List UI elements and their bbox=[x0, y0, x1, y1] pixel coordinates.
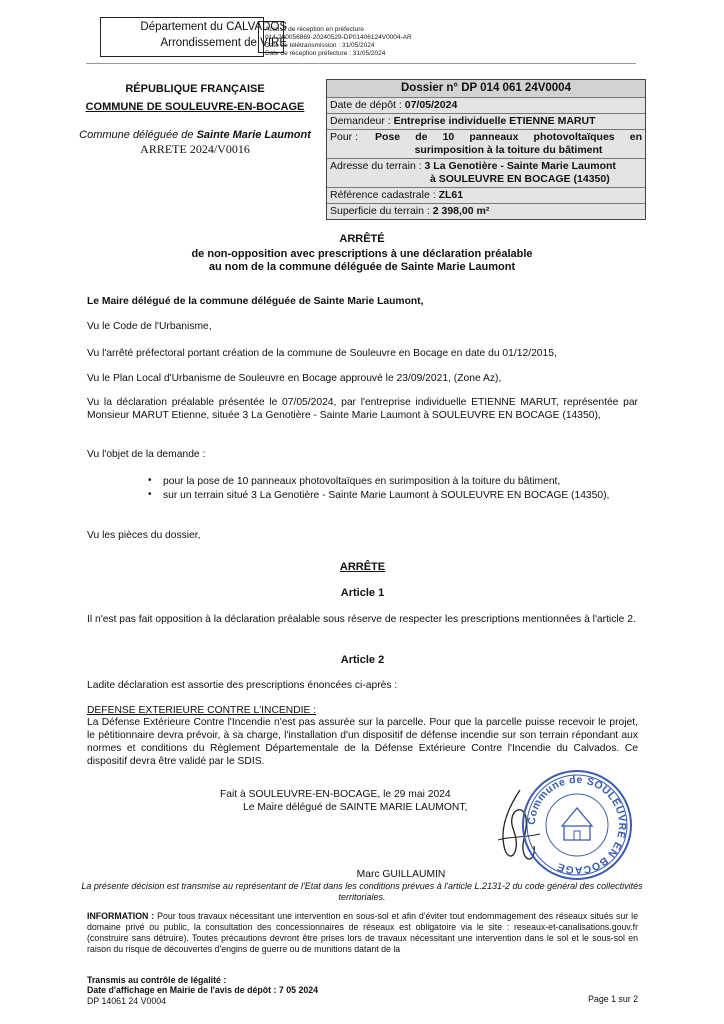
pour-label: Pour : bbox=[330, 131, 359, 143]
vu-objet: Vu l'objet de la demande : bbox=[87, 449, 206, 460]
vu-plu: Vu le Plan Local d'Urbanisme de Souleuvre en Bocage approuvé le 23/09/2021, (Zone Az), bbox=[87, 373, 502, 384]
commune-deleguee bbox=[70, 129, 320, 141]
article2-title: Article 2 bbox=[340, 654, 385, 666]
arrete-number: ARRETE 2024/V0016 bbox=[140, 142, 250, 156]
svg-text:Commune de SOULEUVRE EN BOCAGE bbox=[526, 774, 628, 876]
document-title: ARRÊTÉ bbox=[339, 233, 385, 245]
stamp-arrondissement: Arrondissement de VIRE bbox=[160, 37, 287, 49]
deleguee-prefix: Commune déléguée de bbox=[79, 129, 197, 141]
bullet-mark: • bbox=[148, 489, 152, 500]
dossier-cadastre bbox=[327, 187, 645, 203]
cadastre-value: ZL61 bbox=[438, 189, 464, 201]
demandeur-label: Demandeur : bbox=[330, 115, 394, 127]
article1-text: Il n'est pas fait opposition à la déclaration préalable sous réserve de respecter les prescriptions mentionnées à l'article 2. bbox=[87, 614, 636, 625]
defense-title: DEFENSE EXTERIEURE CONTRE L'INCENDIE : bbox=[87, 705, 317, 716]
pour-value: Pose de 10 panneaux photovoltaïques en surimposition à la toiture du bâtiment bbox=[375, 131, 642, 156]
signatory-name: Marc GUILLAUMIN bbox=[356, 869, 446, 880]
ar-line: Date de télétransmission : 31/05/2024 bbox=[265, 42, 375, 49]
dossier-demandeur bbox=[327, 113, 645, 129]
article1-title: Article 1 bbox=[340, 587, 385, 599]
demandeur-value: Entreprise individuelle ETIENNE MARUT bbox=[393, 115, 596, 127]
footer-affichage: Date d'affichage en Mairie de l'avis de dépôt : 7 05 2024 bbox=[87, 985, 319, 995]
republique-francaise: RÉPUBLIQUE FRANÇAISE bbox=[125, 83, 265, 95]
dossier-title: Dossier n° DP 014 061 24V0004 bbox=[327, 80, 645, 97]
superficie-label: Superficie du terrain : bbox=[330, 205, 433, 217]
adresse-value1: 3 La Genotière - Sainte Marie Laumont bbox=[424, 160, 616, 172]
footer-transmis: Transmis au contrôle de légalité : bbox=[87, 975, 227, 985]
adresse-value2: à SOULEUVRE EN BOCAGE (14350) bbox=[430, 173, 610, 185]
superficie-value: 2 398,00 m² bbox=[432, 205, 490, 217]
info-label: INFORMATION : bbox=[87, 911, 158, 921]
cadastre-label: Référence cadastrale : bbox=[330, 189, 439, 201]
adresse-label: Adresse du terrain : bbox=[330, 160, 425, 172]
information-note bbox=[87, 911, 638, 955]
header-divider bbox=[86, 63, 636, 64]
document-subtitle-2: au nom de la commune déléguée de Sainte Marie Laumont bbox=[208, 261, 516, 273]
vu-declaration: Vu la déclaration préalable présentée le 07/05/2024, par l'entreprise individuelle ETIENNE MARUT, représentée par Monsieur MARUT Etienne, située 3 La Genotière - Sainte Marie Laumont à SOULEUVRE EN BOCAGE (14350), bbox=[87, 397, 638, 421]
info-text: Pour tous travaux nécessitant une intervention en sous-sol et afin d'éviter tout endommagement des réseaux situés sur le domaine privé ou public, la consultation des concessionnaires de réseaux est obligatoire via le site : reseaux-et-canalisations.gouv.fr (construire sans détruire). Toutes précautions devront être prises lors de travaux nécessitant une intervention dans le sol et le sous-sol en raison du risque de découvertes d'engins de guerre ou de munitions datant de la bbox=[87, 911, 638, 954]
dossier-superficie bbox=[327, 203, 645, 219]
dossier-adresse bbox=[327, 158, 645, 187]
vu-code: Vu le Code de l'Urbanisme, bbox=[87, 321, 212, 332]
dossier-depot bbox=[327, 97, 645, 113]
document-subtitle-1: de non-opposition avec prescriptions à une déclaration préalable bbox=[191, 248, 533, 260]
depot-label: Date de dépôt : bbox=[330, 99, 405, 111]
signature-maire: Le Maire délégué de SAINTE MARIE LAUMONT, bbox=[243, 802, 468, 813]
depot-value: 07/05/2024 bbox=[404, 99, 458, 111]
arrete-heading: ARRÊTE bbox=[339, 561, 386, 573]
dossier-box bbox=[326, 79, 646, 220]
ar-line: Accusé de réception en préfecture bbox=[265, 26, 365, 33]
deleguee-name: Sainte Marie Laumont bbox=[196, 129, 311, 141]
dossier-pour bbox=[327, 129, 645, 158]
objet-item: pour la pose de 10 panneaux photovoltaïques en surimposition à la toiture du bâtiment, bbox=[163, 476, 561, 487]
footer-reference: DP 14061 24 V0004 bbox=[87, 996, 167, 1006]
adresse-line1 bbox=[330, 160, 642, 173]
stamp-departement: Département du CALVADOS bbox=[140, 21, 287, 33]
fait-a: Fait à SOULEUVRE-EN-BOCAGE, le 29 mai 2024 bbox=[220, 789, 451, 800]
objet-item: sur un terrain situé 3 La Genotière - Sainte Marie Laumont à SOULEUVRE EN BOCAGE (14350), bbox=[163, 490, 610, 501]
ar-line: Date de réception préfecture : 31/05/2024 bbox=[265, 50, 386, 57]
commune-seal bbox=[520, 768, 634, 882]
ar-line: 014-200056869-20240529-DP01406124V0004-AR bbox=[265, 34, 412, 41]
transmission-note: La présente décision est transmise au représentant de l'Etat dans les conditions prévues à l'article L.2131-2 du code général des collectivités territoriales. bbox=[81, 881, 643, 902]
vu-arrete-prefectoral: Vu l'arrêté préfectoral portant création de la commune de Souleuvre en Bocage en date du 01/12/2015, bbox=[87, 348, 557, 359]
seal-text: Commune de SOULEUVRE EN BOCAGE bbox=[525, 773, 629, 877]
defense-text: La Défense Extérieure Contre l'Incendie n'est pas assurée sur la parcelle. Pour que la parcelle puisse recevoir le projet, le pétitionnaire devra prévoir, à sa charge, l'installation d'un dispositif de défense incendie sur son terrain répondant aux normes et conditions du Règlement Départementale de la Défense Extérieure Contre l'Incendie du Calvados. Ce dispositif devra être validé par le SDIS. bbox=[87, 717, 638, 767]
page-number: Page 1 sur 2 bbox=[588, 994, 638, 1004]
maire-delegue: Le Maire délégué de la commune déléguée de Sainte Marie Laumont, bbox=[87, 296, 424, 307]
bullet-mark: • bbox=[148, 475, 152, 486]
article2-text: Ladite déclaration est assortie des prescriptions énoncées ci-après : bbox=[87, 680, 398, 691]
vu-pieces: Vu les pièces du dossier, bbox=[87, 530, 201, 541]
commune-name: COMMUNE DE SOULEUVRE-EN-BOCAGE bbox=[85, 101, 305, 113]
